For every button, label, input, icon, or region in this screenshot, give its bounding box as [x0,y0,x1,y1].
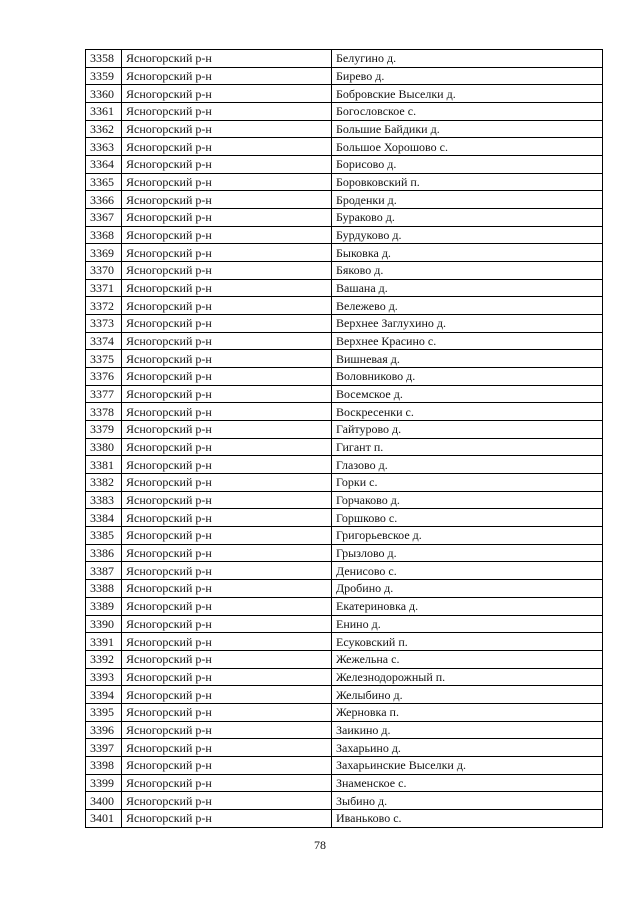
settlements-table-body [86,50,603,828]
district-cell: Ясногорский р-н [122,297,332,315]
row-number-cell: 3364 [86,156,122,174]
settlement-cell: Броденки д. [332,191,603,209]
district-cell: Ясногорский р-н [122,721,332,739]
row-number-cell: 3395 [86,703,122,721]
district-cell: Ясногорский р-н [122,580,332,598]
settlement-cell: Денисово с. [332,562,603,580]
row-number-cell: 3362 [86,120,122,138]
row-number-cell: 3387 [86,562,122,580]
district-cell: Ясногорский р-н [122,809,332,827]
table-row [86,509,603,527]
table-row [86,756,603,774]
table-row [86,103,603,121]
table-row [86,385,603,403]
row-number-cell: 3370 [86,262,122,280]
row-number-cell: 3399 [86,774,122,792]
row-number-cell: 3396 [86,721,122,739]
district-cell: Ясногорский р-н [122,120,332,138]
district-cell: Ясногорский р-н [122,597,332,615]
settlement-cell: Дробино д. [332,580,603,598]
district-cell: Ясногорский р-н [122,244,332,262]
table-row [86,703,603,721]
row-number-cell: 3390 [86,615,122,633]
table-row [86,226,603,244]
row-number-cell: 3361 [86,103,122,121]
district-cell: Ясногорский р-н [122,191,332,209]
settlement-cell: Воловниково д. [332,368,603,386]
district-cell: Ясногорский р-н [122,686,332,704]
table-row [86,279,603,297]
table-row [86,774,603,792]
table-row [86,527,603,545]
settlement-cell: Енино д. [332,615,603,633]
table-row [86,456,603,474]
settlements-table [85,49,603,828]
settlement-cell: Иваньково с. [332,809,603,827]
settlement-cell: Есуковский п. [332,633,603,651]
district-cell: Ясногорский р-н [122,332,332,350]
table-row [86,562,603,580]
district-cell: Ясногорский р-н [122,562,332,580]
settlement-cell: Бяково д. [332,262,603,280]
district-cell: Ясногорский р-н [122,279,332,297]
district-cell: Ясногорский р-н [122,792,332,810]
district-cell: Ясногорский р-н [122,438,332,456]
row-number-cell: 3397 [86,739,122,757]
district-cell: Ясногорский р-н [122,156,332,174]
row-number-cell: 3391 [86,633,122,651]
settlement-cell: Горчаково д. [332,491,603,509]
row-number-cell: 3401 [86,809,122,827]
row-number-cell: 3383 [86,491,122,509]
table-row [86,297,603,315]
table-row [86,350,603,368]
settlement-cell: Вележево д. [332,297,603,315]
settlement-cell: Большое Хорошово с. [332,138,603,156]
district-cell: Ясногорский р-н [122,527,332,545]
row-number-cell: 3392 [86,650,122,668]
district-cell: Ясногорский р-н [122,385,332,403]
district-cell: Ясногорский р-н [122,226,332,244]
district-cell: Ясногорский р-н [122,85,332,103]
table-row [86,403,603,421]
page-number: 78 [314,838,326,852]
table-row [86,686,603,704]
row-number-cell: 3372 [86,297,122,315]
table-row [86,739,603,757]
district-cell: Ясногорский р-н [122,173,332,191]
row-number-cell: 3376 [86,368,122,386]
district-cell: Ясногорский р-н [122,633,332,651]
district-cell: Ясногорский р-н [122,138,332,156]
table-row [86,368,603,386]
settlement-cell: Железнодорожный п. [332,668,603,686]
row-number-cell: 3373 [86,315,122,333]
settlement-cell: Богословское с. [332,103,603,121]
settlement-cell: Гайтурово д. [332,421,603,439]
table-row [86,580,603,598]
row-number-cell: 3380 [86,438,122,456]
settlement-cell: Бураково д. [332,209,603,227]
table-row [86,67,603,85]
table-row [86,332,603,350]
district-cell: Ясногорский р-н [122,774,332,792]
row-number-cell: 3360 [86,85,122,103]
table-row [86,491,603,509]
district-cell: Ясногорский р-н [122,756,332,774]
settlement-cell: Зыбино д. [332,792,603,810]
table-row [86,597,603,615]
settlement-cell: Горки с. [332,474,603,492]
settlement-cell: Боровковский п. [332,173,603,191]
row-number-cell: 3359 [86,67,122,85]
table-row [86,50,603,68]
settlement-cell: Борисово д. [332,156,603,174]
row-number-cell: 3374 [86,332,122,350]
district-cell: Ясногорский р-н [122,403,332,421]
table-row [86,650,603,668]
settlement-cell: Захарьинские Выселки д. [332,756,603,774]
row-number-cell: 3375 [86,350,122,368]
district-cell: Ясногорский р-н [122,615,332,633]
settlement-cell: Верхнее Красино с. [332,332,603,350]
row-number-cell: 3393 [86,668,122,686]
district-cell: Ясногорский р-н [122,668,332,686]
row-number-cell: 3382 [86,474,122,492]
district-cell: Ясногорский р-н [122,474,332,492]
settlement-cell: Заикино д. [332,721,603,739]
district-cell: Ясногорский р-н [122,67,332,85]
settlement-cell: Бобровские Выселки д. [332,85,603,103]
settlement-cell: Григорьевское д. [332,527,603,545]
table-row [86,191,603,209]
table-row [86,85,603,103]
district-cell: Ясногорский р-н [122,315,332,333]
settlement-cell: Гигант п. [332,438,603,456]
table-row [86,120,603,138]
settlement-cell: Воскресенки с. [332,403,603,421]
row-number-cell: 3371 [86,279,122,297]
settlement-cell: Жежельна с. [332,650,603,668]
table-row [86,544,603,562]
table-row [86,421,603,439]
row-number-cell: 3377 [86,385,122,403]
table-row [86,156,603,174]
row-number-cell: 3400 [86,792,122,810]
district-cell: Ясногорский р-н [122,421,332,439]
settlement-cell: Белугино д. [332,50,603,68]
settlement-cell: Желыбино д. [332,686,603,704]
district-cell: Ясногорский р-н [122,650,332,668]
settlement-cell: Большие Байдики д. [332,120,603,138]
table-row [86,809,603,827]
table-row [86,474,603,492]
settlement-cell: Быковка д. [332,244,603,262]
district-cell: Ясногорский р-н [122,544,332,562]
district-cell: Ясногорский р-н [122,703,332,721]
district-cell: Ясногорский р-н [122,350,332,368]
settlement-cell: Верхнее Заглухино д. [332,315,603,333]
settlement-cell: Захарьино д. [332,739,603,757]
row-number-cell: 3378 [86,403,122,421]
row-number-cell: 3386 [86,544,122,562]
row-number-cell: 3367 [86,209,122,227]
settlement-cell: Жерновка п. [332,703,603,721]
district-cell: Ясногорский р-н [122,50,332,68]
settlement-cell: Бурдуково д. [332,226,603,244]
table-row [86,668,603,686]
row-number-cell: 3389 [86,597,122,615]
row-number-cell: 3398 [86,756,122,774]
settlement-cell: Грызлово д. [332,544,603,562]
table-row [86,438,603,456]
table-row [86,244,603,262]
table-row [86,792,603,810]
settlement-cell: Восемское д. [332,385,603,403]
district-cell: Ясногорский р-н [122,456,332,474]
row-number-cell: 3366 [86,191,122,209]
row-number-cell: 3358 [86,50,122,68]
settlement-cell: Екатериновка д. [332,597,603,615]
row-number-cell: 3363 [86,138,122,156]
table-row [86,721,603,739]
table-row [86,173,603,191]
settlement-cell: Глазово д. [332,456,603,474]
settlement-cell: Вишневая д. [332,350,603,368]
row-number-cell: 3381 [86,456,122,474]
district-cell: Ясногорский р-н [122,262,332,280]
table-row [86,209,603,227]
district-cell: Ясногорский р-н [122,509,332,527]
row-number-cell: 3379 [86,421,122,439]
row-number-cell: 3388 [86,580,122,598]
row-number-cell: 3369 [86,244,122,262]
district-cell: Ясногорский р-н [122,739,332,757]
table-row [86,633,603,651]
table-row [86,615,603,633]
settlement-cell: Вашана д. [332,279,603,297]
row-number-cell: 3394 [86,686,122,704]
district-cell: Ясногорский р-н [122,103,332,121]
settlement-cell: Бирево д. [332,67,603,85]
row-number-cell: 3385 [86,527,122,545]
table-row [86,315,603,333]
table-row [86,262,603,280]
settlement-cell: Знаменское с. [332,774,603,792]
settlement-cell: Горшково с. [332,509,603,527]
row-number-cell: 3384 [86,509,122,527]
district-cell: Ясногорский р-н [122,368,332,386]
table-row [86,138,603,156]
district-cell: Ясногорский р-н [122,491,332,509]
row-number-cell: 3365 [86,173,122,191]
row-number-cell: 3368 [86,226,122,244]
district-cell: Ясногорский р-н [122,209,332,227]
